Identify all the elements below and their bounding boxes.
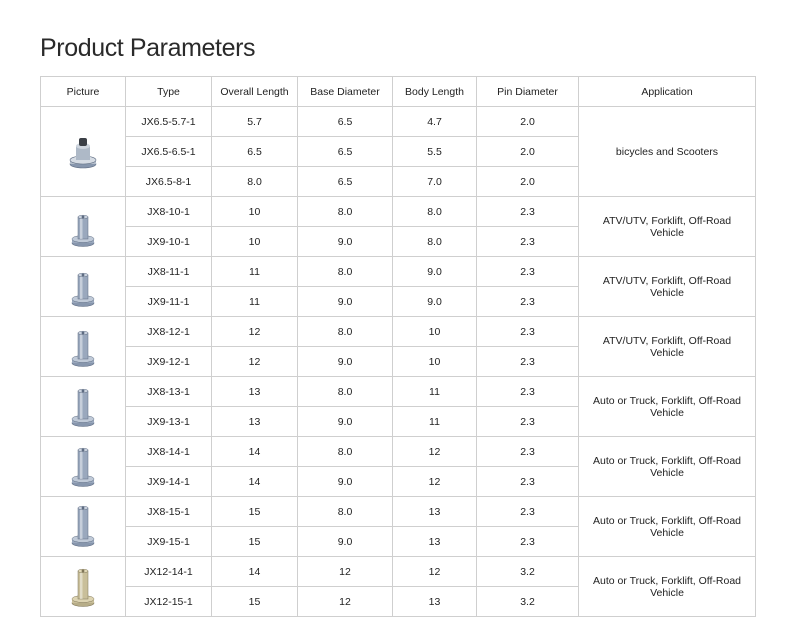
stud-11-icon (41, 265, 125, 309)
type-cell: JX8-10-1 (126, 197, 212, 227)
pin-diameter-cell: 2.3 (477, 227, 579, 257)
overall-length-cell: 14 (212, 437, 298, 467)
base-diameter-cell: 8.0 (298, 317, 393, 347)
page-title: Product Parameters (40, 34, 256, 62)
overall-length-cell: 10 (212, 197, 298, 227)
type-cell: JX9-11-1 (126, 287, 212, 317)
application-cell: ATV/UTV, Forklift, Off-Road Vehicle (579, 197, 756, 257)
base-diameter-cell: 12 (298, 587, 393, 617)
type-cell: JX6.5-6.5-1 (126, 137, 212, 167)
pin-diameter-cell: 2.3 (477, 287, 579, 317)
overall-length-cell: 10 (212, 227, 298, 257)
brass-stud-icon (41, 565, 125, 609)
base-diameter-cell: 9.0 (298, 407, 393, 437)
pin-diameter-cell: 2.3 (477, 197, 579, 227)
application-cell: ATV/UTV, Forklift, Off-Road Vehicle (579, 257, 756, 317)
pin-diameter-cell: 3.2 (477, 587, 579, 617)
stud-10-icon (41, 205, 125, 249)
pin-diameter-cell: 2.3 (477, 467, 579, 497)
type-cell: JX8-11-1 (126, 257, 212, 287)
pin-diameter-cell: 3.2 (477, 557, 579, 587)
body-length-cell: 9.0 (393, 257, 477, 287)
type-cell: JX12-14-1 (126, 557, 212, 587)
pin-diameter-cell: 2.3 (477, 527, 579, 557)
type-cell: JX9-14-1 (126, 467, 212, 497)
header-type: Type (126, 77, 212, 107)
base-diameter-cell: 6.5 (298, 167, 393, 197)
pin-diameter-cell: 2.0 (477, 137, 579, 167)
body-length-cell: 7.0 (393, 167, 477, 197)
pin-diameter-cell: 2.0 (477, 167, 579, 197)
application-cell: Auto or Truck, Forklift, Off-Road Vehicle (579, 557, 756, 617)
type-cell: JX9-10-1 (126, 227, 212, 257)
header-application: Application (579, 77, 756, 107)
header-base-diameter: Base Diameter (298, 77, 393, 107)
picture-cell (41, 317, 126, 377)
body-length-cell: 13 (393, 497, 477, 527)
pin-diameter-cell: 2.3 (477, 437, 579, 467)
table-row (41, 197, 756, 227)
body-length-cell: 12 (393, 437, 477, 467)
type-cell: JX8-14-1 (126, 437, 212, 467)
base-diameter-cell: 8.0 (298, 497, 393, 527)
base-diameter-cell: 8.0 (298, 257, 393, 287)
body-length-cell: 11 (393, 407, 477, 437)
header-body-length: Body Length (393, 77, 477, 107)
picture-cell (41, 197, 126, 257)
header-pin-diameter: Pin Diameter (477, 77, 579, 107)
base-diameter-cell: 9.0 (298, 347, 393, 377)
picture-cell (41, 557, 126, 617)
base-diameter-cell: 9.0 (298, 287, 393, 317)
application-cell: bicycles and Scooters (579, 107, 756, 197)
table-row (41, 107, 756, 137)
overall-length-cell: 12 (212, 317, 298, 347)
base-diameter-cell: 8.0 (298, 377, 393, 407)
base-diameter-cell: 6.5 (298, 137, 393, 167)
body-length-cell: 10 (393, 347, 477, 377)
type-cell: JX9-12-1 (126, 347, 212, 377)
overall-length-cell: 11 (212, 287, 298, 317)
base-diameter-cell: 9.0 (298, 227, 393, 257)
table-row (41, 497, 756, 527)
application-cell: Auto or Truck, Forklift, Off-Road Vehicle (579, 377, 756, 437)
overall-length-cell: 14 (212, 557, 298, 587)
short-stud-icon (41, 130, 125, 174)
pin-diameter-cell: 2.3 (477, 347, 579, 377)
table-row (41, 437, 756, 467)
stud-14-icon (41, 445, 125, 489)
body-length-cell: 11 (393, 377, 477, 407)
overall-length-cell: 15 (212, 587, 298, 617)
pin-diameter-cell: 2.3 (477, 497, 579, 527)
pin-diameter-cell: 2.3 (477, 377, 579, 407)
header-overall-length: Overall Length (212, 77, 298, 107)
body-length-cell: 5.5 (393, 137, 477, 167)
body-length-cell: 13 (393, 587, 477, 617)
picture-cell (41, 437, 126, 497)
body-length-cell: 10 (393, 317, 477, 347)
type-cell: JX8-15-1 (126, 497, 212, 527)
application-cell: Auto or Truck, Forklift, Off-Road Vehicle (579, 437, 756, 497)
type-cell: JX8-12-1 (126, 317, 212, 347)
table-row (41, 317, 756, 347)
header-row (41, 77, 756, 107)
overall-length-cell: 15 (212, 527, 298, 557)
pin-diameter-cell: 2.3 (477, 317, 579, 347)
application-cell: Auto or Truck, Forklift, Off-Road Vehicle (579, 497, 756, 557)
overall-length-cell: 5.7 (212, 107, 298, 137)
base-diameter-cell: 8.0 (298, 197, 393, 227)
table-row (41, 557, 756, 587)
overall-length-cell: 11 (212, 257, 298, 287)
body-length-cell: 8.0 (393, 227, 477, 257)
type-cell: JX9-15-1 (126, 527, 212, 557)
application-cell: ATV/UTV, Forklift, Off-Road Vehicle (579, 317, 756, 377)
picture-cell (41, 497, 126, 557)
stud-15-icon (41, 505, 125, 549)
picture-cell (41, 257, 126, 317)
overall-length-cell: 8.0 (212, 167, 298, 197)
pin-diameter-cell: 2.3 (477, 407, 579, 437)
overall-length-cell: 14 (212, 467, 298, 497)
base-diameter-cell: 6.5 (298, 107, 393, 137)
body-length-cell: 12 (393, 557, 477, 587)
body-length-cell: 4.7 (393, 107, 477, 137)
body-length-cell: 8.0 (393, 197, 477, 227)
pin-diameter-cell: 2.3 (477, 257, 579, 287)
picture-cell (41, 377, 126, 437)
picture-cell (41, 107, 126, 197)
base-diameter-cell: 8.0 (298, 437, 393, 467)
pin-diameter-cell: 2.0 (477, 107, 579, 137)
body-length-cell: 12 (393, 467, 477, 497)
stud-13-icon (41, 385, 125, 429)
overall-length-cell: 13 (212, 407, 298, 437)
product-parameters-table (40, 76, 756, 617)
type-cell: JX6.5-5.7-1 (126, 107, 212, 137)
table-row (41, 257, 756, 287)
overall-length-cell: 6.5 (212, 137, 298, 167)
type-cell: JX6.5-8-1 (126, 167, 212, 197)
body-length-cell: 13 (393, 527, 477, 557)
base-diameter-cell: 9.0 (298, 527, 393, 557)
overall-length-cell: 12 (212, 347, 298, 377)
overall-length-cell: 15 (212, 497, 298, 527)
body-length-cell: 9.0 (393, 287, 477, 317)
base-diameter-cell: 12 (298, 557, 393, 587)
table-row (41, 377, 756, 407)
type-cell: JX12-15-1 (126, 587, 212, 617)
base-diameter-cell: 9.0 (298, 467, 393, 497)
type-cell: JX8-13-1 (126, 377, 212, 407)
stud-12-icon (41, 325, 125, 369)
type-cell: JX9-13-1 (126, 407, 212, 437)
overall-length-cell: 13 (212, 377, 298, 407)
header-picture: Picture (41, 77, 126, 107)
